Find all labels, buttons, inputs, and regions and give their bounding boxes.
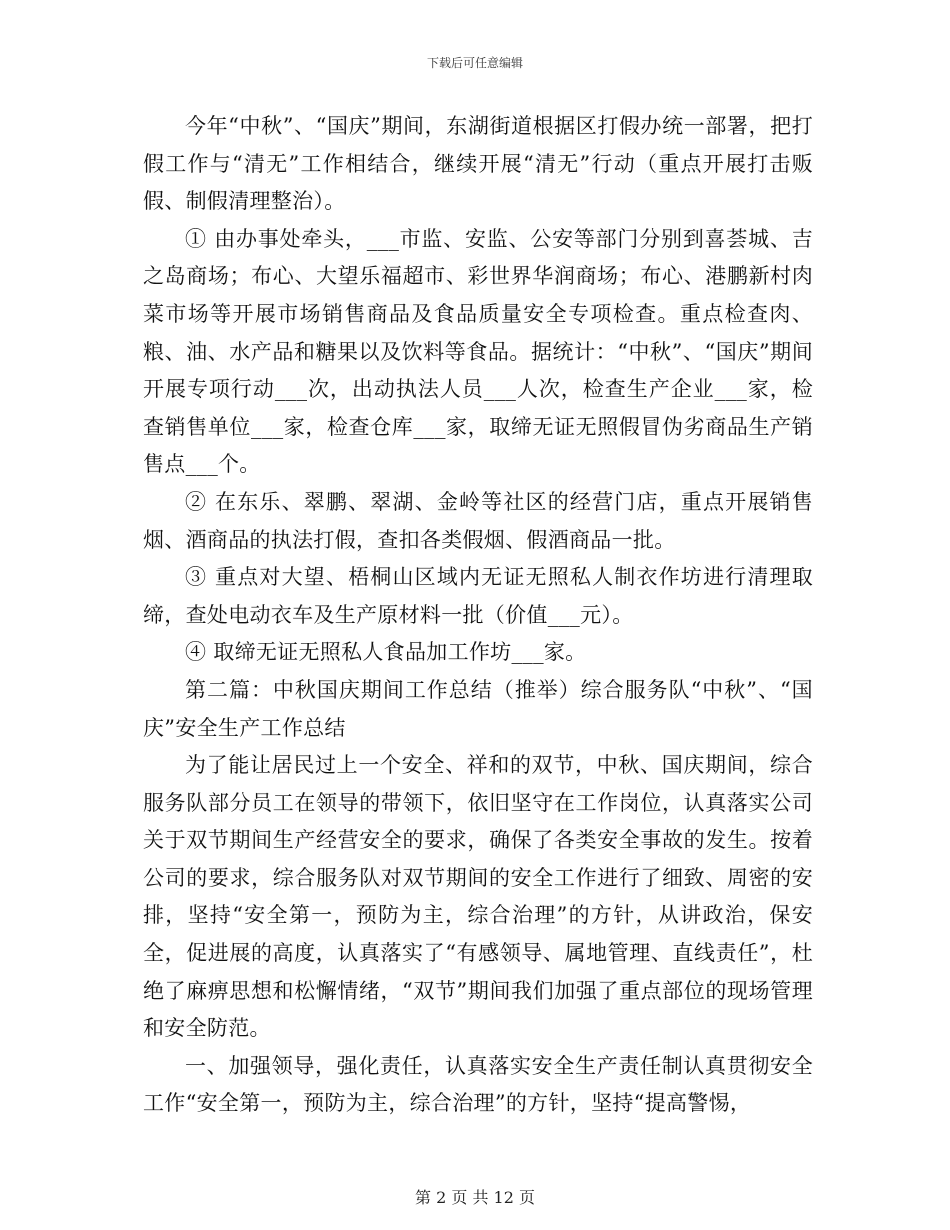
paragraph-item-1: ① 由办事处牵头，___市监、安监、公安等部门分别到喜荟城、吉之岛商场；布心、大望乐福超市、彩世界华润商场；布心、港鹏新村肉菜市场等开展市场销售商品及食品质量安全专项检查。重点检查肉、粮、油、水产品和糖果以及饮料等食品。据统计：“中秋”、“国庆”期间开展专项行动___次，出动执法人员___人次，检查生产企业___家，检查销售单位___家，检查仓库___家，取缔无证无照假冒伪劣商品生产销售点___个。 — [143, 226, 813, 477]
document-body — [143, 108, 813, 1123]
paragraph-item-3: ③ 重点对大望、梧桐山区域内无证无照私人制衣作坊进行清理取缔，查处电动衣车及生产原材料一批（价值___元）。 — [143, 565, 813, 627]
paragraph-item-4: ④ 取缔无证无照私人食品加工作坊___家。 — [185, 640, 587, 665]
paragraph-intro: 今年“中秋”、“国庆”期间，东湖街道根据区打假办统一部署，把打假工作与“清无”工作相结合，继续开展“清无”行动（重点开展打击贩假、制假清理整治）。 — [143, 114, 813, 214]
paragraph-section-one: 一、加强领导，强化责任，认真落实安全生产责任制认真贯彻安全工作“安全第一，预防为主，综合治理”的方针，坚持“提高警惕， — [143, 1053, 813, 1116]
paragraph-item-2: ② 在东乐、翠鹏、翠湖、金岭等社区的经营门店，重点开展销售烟、酒商品的执法打假，查扣各类假烟、假酒商品一批。 — [143, 489, 813, 552]
page-header: 下载后可任意编辑 — [426, 56, 523, 70]
page-footer: 第 2 页 共 12 页 — [415, 1188, 535, 1207]
paragraph-summary: 为了能让居民过上一个安全、祥和的双节，中秋、国庆期间，综合服务队部分员工在领导的带领下，依旧坚守在工作岗位，认真落实公司关于双节期间生产经营安全的要求，确保了各类安全事故的发生。按着公司的要求，综合服务队对双节期间的安全工作进行了细致、周密的安排，坚持“安全第一，预防为主，综合治理”的方针，从讲政治，保安全，促进展的高度，认真落实了“有感领导、属地管理、直线责任”，杜绝了麻痹思想和松懈情绪，“双节”期间我们加强了重点部位的现场管理和安全防范。 — [143, 753, 813, 1041]
section-heading: 第二篇：中秋国庆期间工作总结（推举）综合服务队“中秋”、“国庆”安全生产工作总结 — [143, 677, 813, 740]
